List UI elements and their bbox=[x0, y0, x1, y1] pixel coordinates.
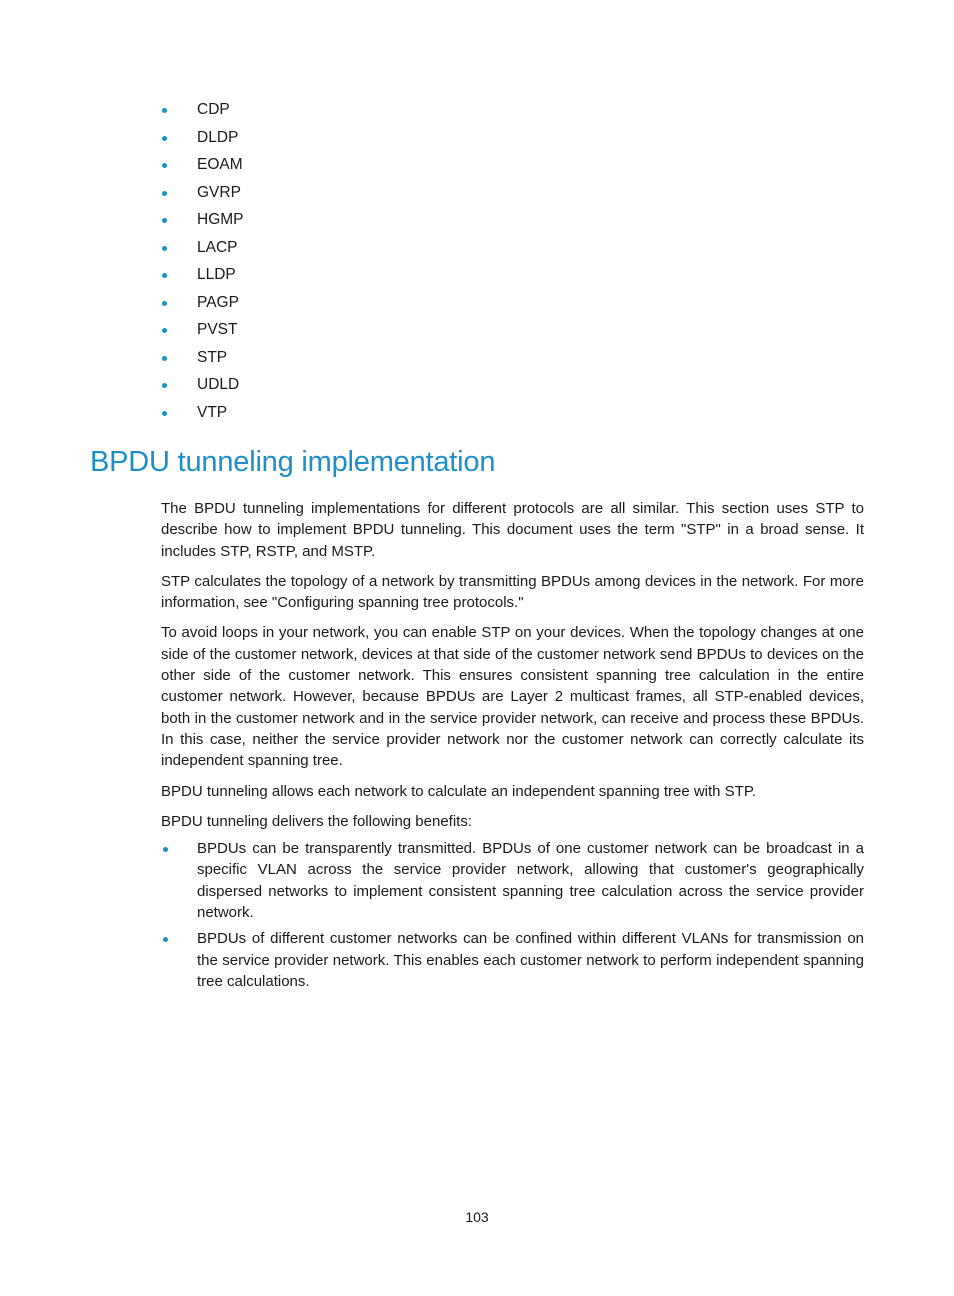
list-item-label: GVRP bbox=[197, 183, 241, 201]
benefit-text: BPDUs can be transparently transmitted. BPDUs of one customer network can be broadcast in a specific VLAN across the service provider network, allowing that customer's geographically dispersed networks to implement consistent spanning tree calculation across the service provider network. bbox=[197, 840, 864, 922]
list-item-label: PAGP bbox=[197, 293, 239, 311]
section-body bbox=[161, 498, 864, 997]
bullet-icon bbox=[162, 356, 167, 361]
list-item-label: VTP bbox=[197, 403, 228, 421]
list-item-label: STP bbox=[197, 348, 228, 366]
bullet-icon bbox=[162, 328, 167, 333]
bullet-icon bbox=[162, 411, 167, 416]
list-item-label: LACP bbox=[197, 238, 238, 256]
bullet-icon bbox=[162, 246, 167, 251]
bullet-icon bbox=[162, 383, 167, 388]
paragraph: To avoid loops in your network, you can enable STP on your devices. When the topology changes at one side of the customer network, devices at that side of the customer network send BPDUs to devices on the other side of the customer network. This ensures consistent spanning tree calculation in the entire customer network. However, because BPDUs are Layer 2 multicast frames, all STP-enabled devices, both in the customer network and in the service provider network, can receive and process these BPDUs. In this case, neither the service provider network nor the customer network can correctly calculate its independent spanning tree. bbox=[161, 624, 864, 770]
bullet-icon bbox=[162, 191, 167, 196]
list-item-label: HGMP bbox=[197, 211, 244, 228]
protocol-list bbox=[160, 99, 244, 429]
list-item bbox=[160, 154, 244, 182]
list-item bbox=[160, 264, 244, 292]
section-title: BPDU tunneling implementation bbox=[90, 446, 496, 478]
list-item bbox=[160, 209, 244, 237]
list-item bbox=[160, 292, 244, 320]
list-item bbox=[161, 838, 864, 923]
list-item bbox=[160, 374, 244, 402]
paragraph: BPDU tunneling delivers the following benefits: bbox=[161, 812, 473, 830]
benefits-list bbox=[161, 838, 864, 992]
list-item bbox=[160, 402, 244, 430]
bullet-icon bbox=[162, 218, 167, 223]
bullet-icon bbox=[162, 301, 167, 306]
page-number: 103 bbox=[465, 1209, 489, 1225]
benefit-text: BPDUs of different customer networks can be confined within different VLANs for transmission on the service provider network. This enables each customer network to perform independent spanning tree calculations. bbox=[197, 930, 864, 990]
list-item-label: UDLD bbox=[197, 376, 240, 393]
bullet-icon bbox=[163, 937, 168, 942]
bullet-icon bbox=[162, 136, 167, 141]
bullet-icon bbox=[162, 108, 167, 113]
list-item bbox=[160, 319, 244, 347]
list-item-label: CDP bbox=[197, 101, 230, 118]
list-item bbox=[160, 127, 244, 155]
paragraph: STP calculates the topology of a network by transmitting BPDUs among devices in the network. For more information, see "Configuring spanning tree protocols." bbox=[161, 572, 864, 612]
list-item-label: PVST bbox=[197, 321, 238, 338]
list-item-label: DLDP bbox=[197, 128, 239, 146]
bullet-icon bbox=[163, 847, 168, 852]
list-item bbox=[160, 237, 244, 265]
list-item bbox=[160, 99, 244, 127]
paragraph: The BPDU tunneling implementations for different protocols are all similar. This section uses STP to describe how to implement BPDU tunneling. This document uses the term "STP" in a broad sense. It includes STP, RSTP, and MSTP. bbox=[161, 500, 864, 560]
list-item bbox=[160, 347, 244, 375]
list-item-label: LLDP bbox=[197, 266, 236, 283]
list-item bbox=[160, 182, 244, 210]
list-item bbox=[161, 928, 864, 992]
list-item-label: EOAM bbox=[197, 156, 243, 173]
bullet-icon bbox=[162, 163, 167, 168]
bullet-icon bbox=[162, 273, 167, 278]
paragraph: BPDU tunneling allows each network to calculate an independent spanning tree with STP. bbox=[161, 782, 757, 800]
